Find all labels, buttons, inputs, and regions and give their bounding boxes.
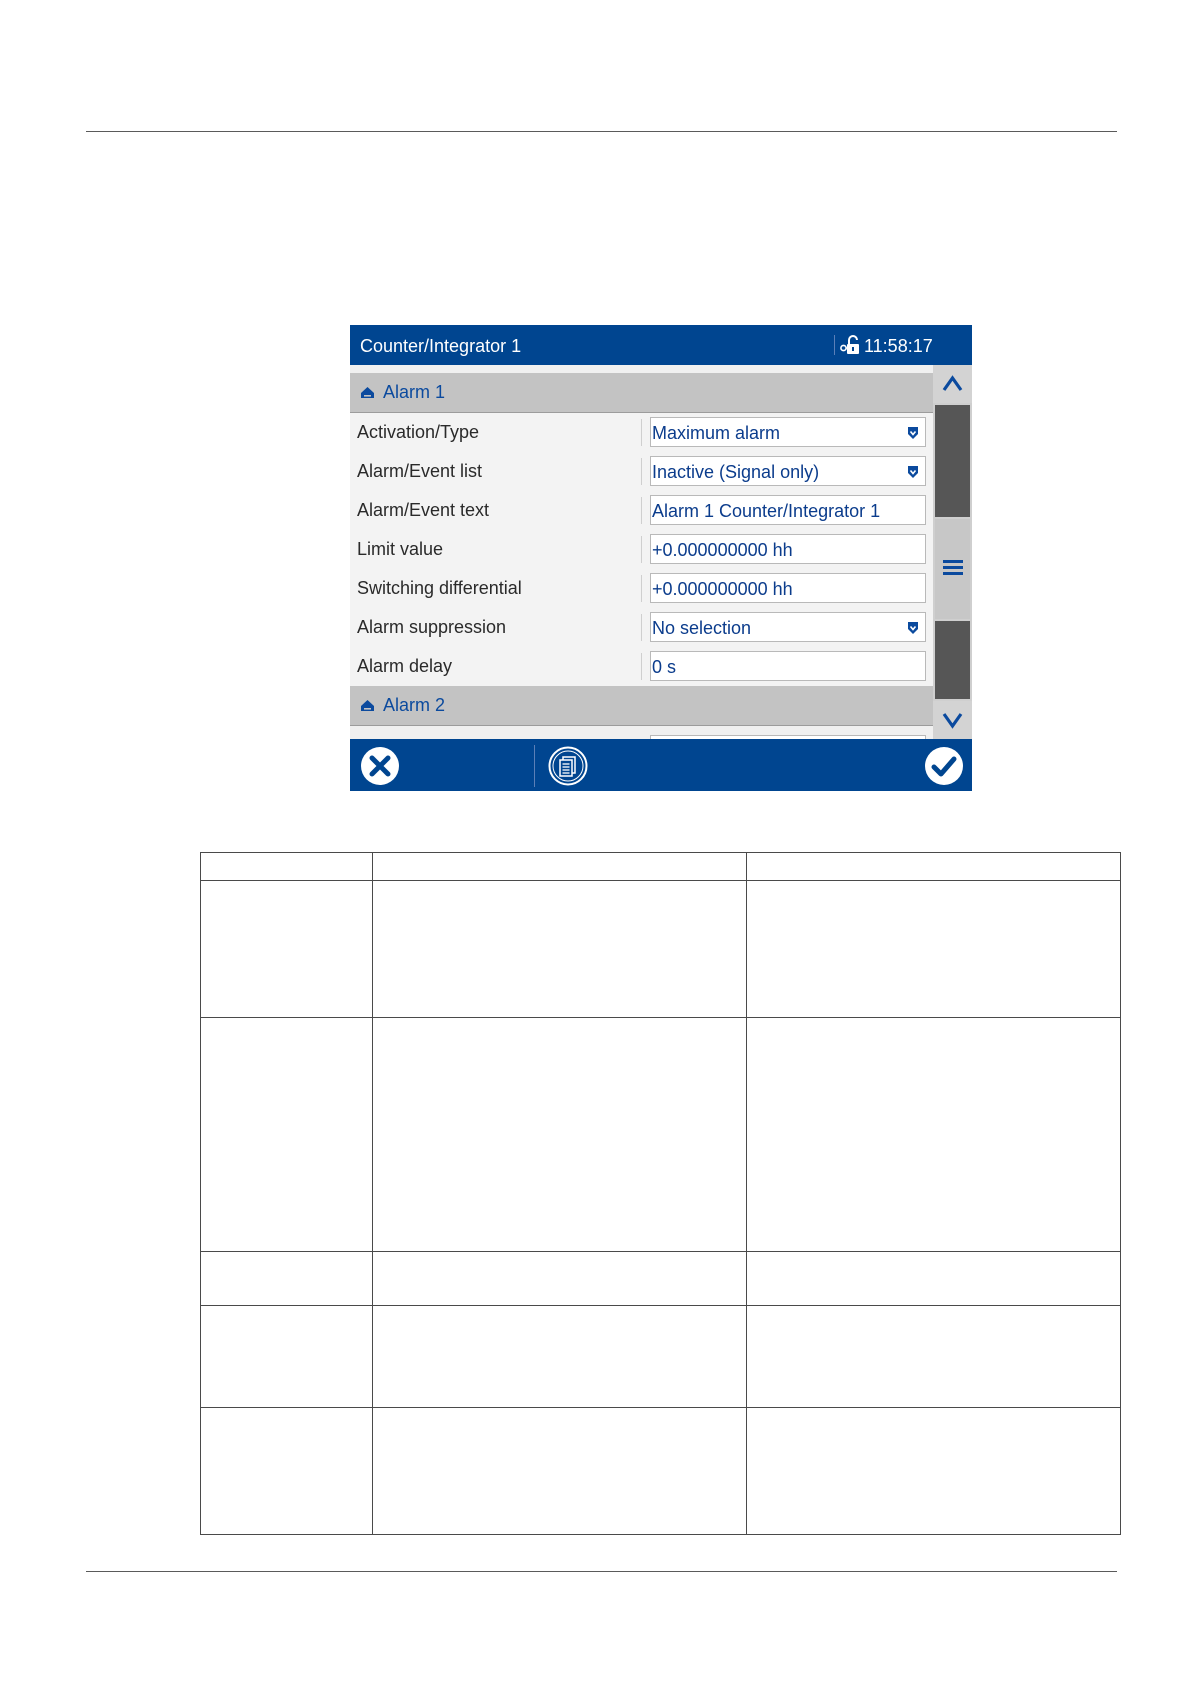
section-header-alarm-1[interactable] [350, 373, 933, 413]
footer-rule [86, 1571, 1117, 1572]
table-cell [373, 1407, 747, 1534]
table-cell [373, 1018, 747, 1251]
table-row [201, 853, 1121, 881]
collapse-arrow-icon [360, 698, 375, 713]
table-cell [373, 1305, 747, 1407]
table-row [201, 1407, 1121, 1534]
row-divider [641, 653, 642, 680]
table-cell [373, 881, 747, 1018]
collapse-arrow-icon [360, 385, 375, 400]
row-divider [641, 458, 642, 485]
title-separator [834, 335, 835, 355]
scroll-thumb[interactable] [935, 519, 970, 619]
alarm-event-text-field[interactable] [650, 495, 926, 525]
bottom-toolbar [350, 739, 972, 791]
field-value: Maximum alarm [652, 423, 781, 443]
cancel-button[interactable] [360, 746, 400, 786]
scroll-track-upper[interactable] [935, 405, 970, 517]
table-cell [747, 853, 1121, 881]
chevron-up-icon [942, 374, 963, 394]
row-divider [641, 419, 642, 446]
close-circle-icon [360, 746, 400, 786]
table-cell [747, 1251, 1121, 1305]
table-cell [373, 1251, 747, 1305]
window-title: Counter/Integrator 1 [360, 336, 522, 356]
switching-differential-field[interactable] [650, 573, 926, 603]
parameter-description-table [200, 852, 1121, 1535]
checkmark-circle-icon [924, 746, 964, 786]
table-row [201, 1251, 1121, 1305]
row-label: Activation/Type [357, 422, 480, 442]
row-alarm-delay [350, 647, 933, 687]
row-alarm-event-text [350, 491, 933, 531]
title-bar [350, 325, 972, 365]
activation-type-select[interactable] [650, 417, 926, 447]
row-label: Alarm suppression [357, 617, 507, 637]
table-cell [373, 853, 747, 881]
dropdown-arrow-icon [907, 465, 919, 479]
row-activation-type [350, 413, 933, 453]
chevron-down-icon [942, 710, 963, 730]
scrollbar[interactable] [933, 365, 972, 739]
section-title-alarm-2: Alarm 2 [383, 695, 446, 715]
lock-open-icon [840, 335, 860, 355]
clock: 11:58:17 [864, 336, 933, 356]
header-rule [86, 131, 1117, 132]
row-divider [641, 497, 642, 524]
document-icon [548, 746, 588, 786]
field-value: Inactive (Signal only) [652, 462, 820, 482]
row-divider [641, 614, 642, 641]
dropdown-arrow-icon [907, 621, 919, 635]
row-label: Limit value [357, 539, 444, 559]
table-row [201, 1018, 1121, 1251]
document-button[interactable] [548, 746, 588, 786]
table-cell [747, 1407, 1121, 1534]
row-switching-differential [350, 569, 933, 609]
alarm-suppression-select[interactable] [650, 612, 926, 642]
row-label: Alarm/Event list [357, 461, 483, 481]
row-alarm-event-list [350, 452, 933, 492]
row-limit-value [350, 530, 933, 570]
confirm-button[interactable] [924, 746, 964, 786]
table-cell [201, 853, 373, 881]
row-alarm-suppression [350, 608, 933, 648]
table-cell [747, 881, 1121, 1018]
table-row [201, 881, 1121, 1018]
field-value: +0.000000000 hh [652, 540, 793, 560]
parameter-list [350, 365, 933, 739]
field-value: 0 s [652, 657, 677, 677]
section-title-alarm-1: Alarm 1 [383, 382, 446, 402]
toolbar-separator [534, 745, 535, 787]
field-value: No selection [652, 618, 752, 638]
section-header-alarm-2[interactable] [350, 686, 933, 726]
scroll-down-button[interactable] [933, 701, 972, 739]
table-cell [201, 1251, 373, 1305]
table-cell [201, 881, 373, 1018]
row-label: Alarm delay [357, 656, 453, 676]
table-cell [747, 1018, 1121, 1251]
menu-lines-icon [943, 559, 963, 576]
table-cell [201, 1018, 373, 1251]
scroll-track-lower[interactable] [935, 621, 970, 699]
table-cell [201, 1305, 373, 1407]
row-divider [641, 575, 642, 602]
table-cell [201, 1407, 373, 1534]
row-label: Alarm/Event text [357, 500, 490, 520]
device-screen [350, 325, 972, 791]
table-row [201, 1305, 1121, 1407]
dropdown-arrow-icon [907, 426, 919, 440]
field-value: Alarm 1 Counter/Integrator 1 [652, 501, 881, 521]
table-cell [747, 1305, 1121, 1407]
alarm-event-list-select[interactable] [650, 456, 926, 486]
row-label: Switching differential [357, 578, 522, 598]
scroll-up-button[interactable] [933, 365, 972, 403]
field-value: +0.000000000 hh [652, 579, 793, 599]
limit-value-field[interactable] [650, 534, 926, 564]
row-divider [641, 536, 642, 563]
alarm-delay-field[interactable] [650, 651, 926, 681]
